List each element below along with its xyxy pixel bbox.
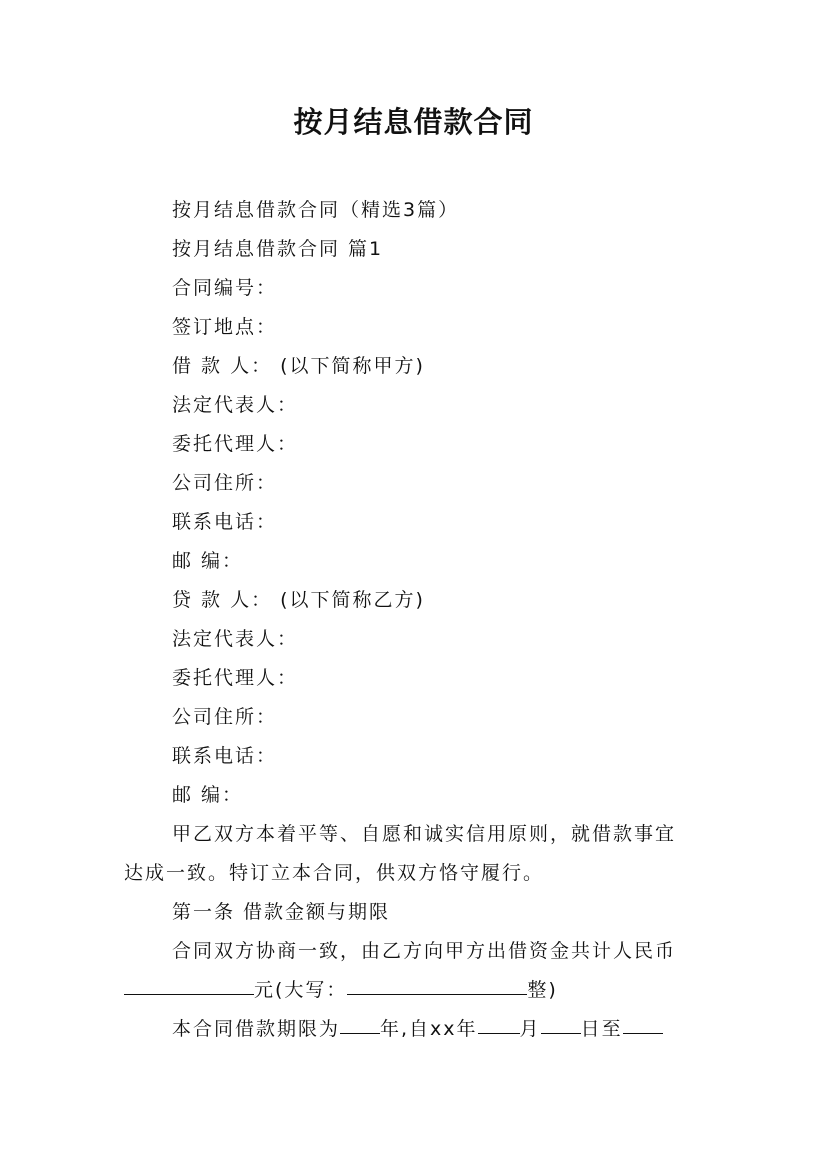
amount-end-text: 整) [527, 979, 558, 1001]
borrower-field: 借 款 人： (以下简称甲方) [172, 355, 425, 377]
contract-number-field: 合同编号： [172, 277, 278, 299]
term-text: 本合同借款期限为 [172, 1018, 341, 1040]
lender-phone-field: 联系电话： [172, 745, 278, 767]
subtitle-line: 按月结息借款合同（精选3篇） [172, 199, 460, 221]
borrower-agent-field: 委托代理人： [172, 433, 299, 455]
paragraph-line: 达成一致。特订立本合同，供双方恪守履行。 [124, 862, 545, 884]
borrower-address-field: 公司住所： [172, 472, 278, 494]
lender-legal-rep-field: 法定代表人： [172, 628, 299, 650]
end-date-blank [623, 1010, 663, 1034]
lender-field: 贷 款 人： (以下简称乙方) [172, 589, 425, 611]
lender-agent-field: 委托代理人： [172, 667, 299, 689]
term-years-blank [340, 1010, 380, 1034]
document-title: 按月结息借款合同 [293, 105, 534, 139]
amount-unit-text: 元(大写： [254, 979, 348, 1001]
amount-blank [124, 971, 254, 995]
article-heading: 第一条 借款金额与期限 [172, 901, 391, 923]
lender-postcode-field: 邮 编： [172, 784, 244, 806]
borrower-postcode-field: 邮 编： [172, 550, 244, 572]
section-heading: 按月结息借款合同 篇1 [172, 238, 384, 260]
lender-address-field: 公司住所： [172, 706, 278, 728]
start-month-blank [478, 1010, 520, 1034]
term-line [124, 1010, 752, 1049]
term-text: 月 [519, 1018, 541, 1040]
borrower-phone-field: 联系电话： [172, 511, 278, 533]
term-text: 年,自xx年 [380, 1018, 478, 1040]
start-day-blank [541, 1010, 581, 1034]
amount-words-blank [347, 971, 527, 995]
signing-place-field: 签订地点： [172, 316, 278, 338]
amount-line: 合同双方协商一致，由乙方向甲方出借资金共计人民币 [172, 940, 677, 962]
borrower-legal-rep-field: 法定代表人： [172, 394, 299, 416]
amount-fill-line [124, 971, 704, 1010]
paragraph-line: 甲乙双方本着平等、自愿和诚实信用原则，就借款事宜 [172, 823, 677, 845]
term-text: 日至 [580, 1018, 623, 1040]
